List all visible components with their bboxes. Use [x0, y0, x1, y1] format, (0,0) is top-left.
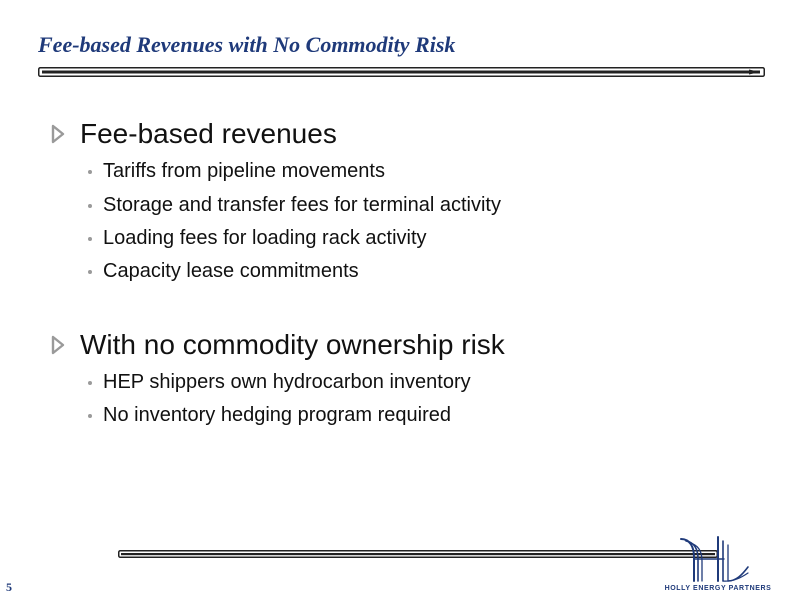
bullet-dot-icon	[88, 414, 92, 418]
triangle-right-icon	[50, 123, 68, 145]
page-number: 5	[6, 580, 12, 594]
logo-text: HOLLY ENERGY PARTNERS	[664, 585, 772, 592]
bullet-text: No inventory hedging program required	[103, 404, 451, 426]
section-heading-text: With no commodity ownership risk	[80, 329, 505, 360]
slide-title: Fee-based Revenues with No Commodity Risk	[38, 32, 456, 57]
bullet-text: HEP shippers own hydrocarbon inventory	[103, 371, 471, 393]
bullet-item	[88, 227, 427, 250]
bullet-dot-icon	[88, 270, 92, 274]
bullet-item	[88, 260, 359, 283]
bullet-text: Loading fees for loading rack activity	[103, 227, 427, 249]
triangle-right-icon	[50, 334, 68, 356]
hep-logo-icon	[678, 535, 750, 583]
bullet-text: Capacity lease commitments	[103, 260, 359, 282]
bullet-dot-icon	[88, 204, 92, 208]
footer-divider	[118, 550, 718, 558]
bullet-text: Tariffs from pipeline movements	[103, 160, 385, 182]
section-heading-fee-based	[50, 118, 337, 150]
bullet-dot-icon	[88, 381, 92, 385]
section-heading-no-commodity-risk	[50, 329, 505, 361]
bullet-item	[88, 194, 501, 217]
section-heading-text: Fee-based revenues	[80, 118, 337, 149]
bullet-dot-icon	[88, 237, 92, 241]
bullet-text: Storage and transfer fees for terminal activity	[103, 194, 501, 216]
bullet-item	[88, 404, 451, 427]
bullet-item	[88, 371, 471, 394]
title-divider	[38, 67, 765, 77]
bullet-dot-icon	[88, 170, 92, 174]
bullet-item	[88, 160, 385, 183]
